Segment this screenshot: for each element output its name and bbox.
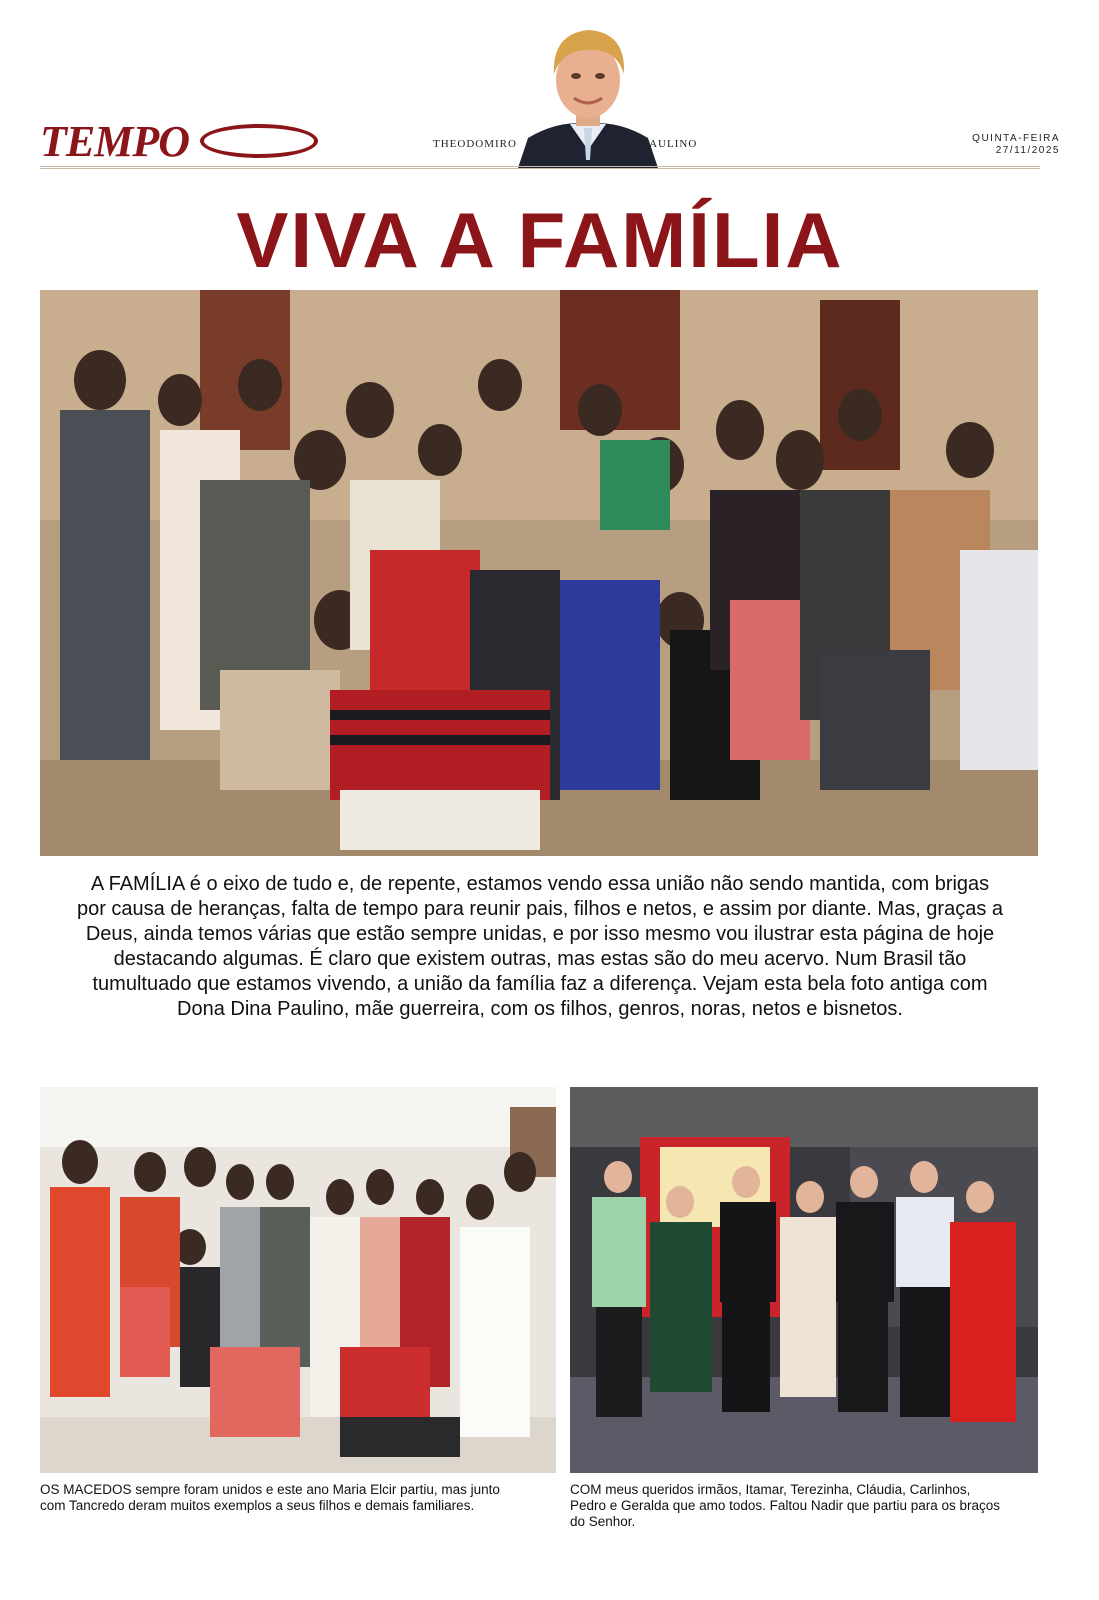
date-block <box>972 133 1060 157</box>
article-lead: A FAMÍLIA <box>90 873 185 895</box>
siblings-photo <box>570 1087 1038 1473</box>
macedo-family-photo <box>40 1087 556 1473</box>
columnist-portrait <box>518 20 658 168</box>
left-photo-caption: OS MACEDOS sempre foram unidos e este ano Maria Elcir partiu, mas junto com Tancredo deram muitos exemplos a seus filhos e demais familiares. <box>40 1482 500 1513</box>
main-family-photo <box>40 290 1038 856</box>
newspaper-logo: TEMPO <box>40 117 189 166</box>
columnist-last-name: PAULINO <box>643 138 698 150</box>
article-text: é o eixo de tudo e, de repente, estamos vendo essa união não sendo mantida, com brigas por causa de heranças, falta de tempo para reunir pais, filhos e netos, e assim por diante. Mas, graças a Deus, ainda temos várias que estão sempre unidas, e por isso mesmo vou ilustrar esta página de hoje destacando algumas. É claro que existem outras, mas estas são do meu acervo. Num Brasil tão tumultuado que estamos vivendo, a união da família faz a diferença. Vejam esta bela foto antiga com Dona Dina Paulino, mãe guerreira, com os filhos, genros, noras, netos e bisnetos. <box>76 873 1004 1020</box>
header-rule <box>40 166 1040 169</box>
logo-ring <box>200 124 318 158</box>
masthead <box>40 20 1060 168</box>
weekday-label: QUINTA-FEIRA <box>972 133 1060 144</box>
date-label: 27/11/2025 <box>995 145 1060 156</box>
columnist-first-name: THEODOMIRO <box>433 138 517 150</box>
page-headline: VIVA A FAMÍLIA <box>236 196 844 284</box>
article-body <box>75 872 1005 1022</box>
right-photo-caption: COM meus queridos irmãos, Itamar, Terezinha, Cláudia, Carlinhos, Pedro e Geralda que amo todos. Faltou Nadir que partiu para os braços do Senhor. <box>570 1482 1001 1529</box>
